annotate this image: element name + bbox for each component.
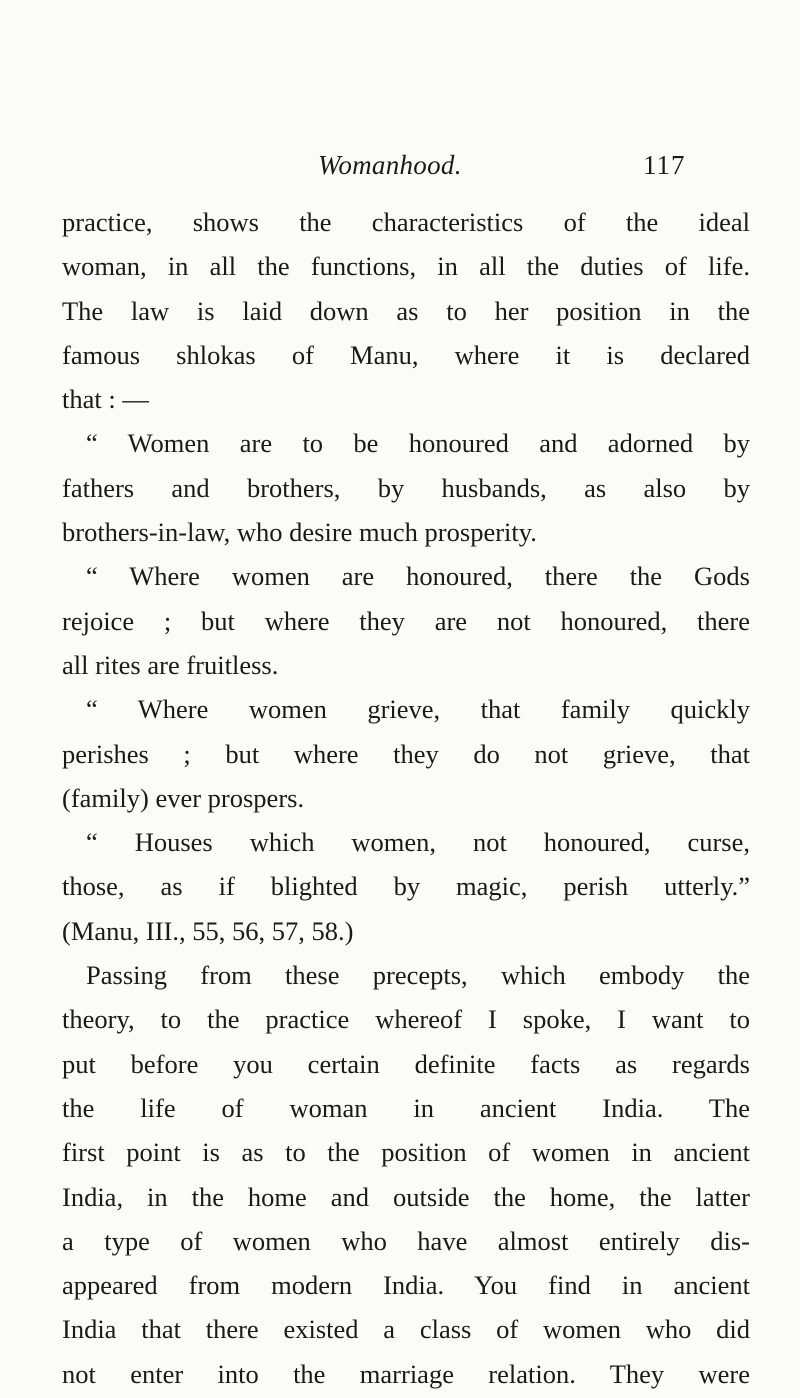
- text-line: India, in the home and outside the home, the latter: [62, 1181, 750, 1212]
- text-line: India that there existed a class of women who did: [62, 1314, 750, 1345]
- text-line: theory, to the practice whereof I spoke, I want to: [62, 1004, 750, 1035]
- text-line: fathers and brothers, by husbands, as also by: [62, 472, 750, 503]
- text-line: put before you certain definite facts as regards: [62, 1048, 750, 1079]
- text-line: the life of woman in ancient India. The: [62, 1092, 750, 1123]
- running-title: Womanhood.: [318, 150, 462, 180]
- text-line: “ Houses which women, not honoured, curse,: [86, 827, 750, 858]
- text-line: famous shlokas of Manu, where it is declared: [62, 339, 750, 370]
- text-line: The law is laid down as to her position in the: [62, 295, 750, 326]
- text-line: brothers-in-law, who desire much prosperity.: [62, 517, 537, 548]
- text-line: (family) ever prospers.: [62, 782, 305, 813]
- text-line: Passing from these precepts, which embody the: [86, 960, 750, 991]
- text-line: “ Women are to be honoured and adorned by: [86, 428, 750, 459]
- text-line: “ Where women grieve, that family quickly: [86, 694, 750, 725]
- text-line: those, as if blighted by magic, perish utterly.”: [62, 871, 750, 902]
- text-line: appeared from modern India. You find in ancient: [62, 1270, 750, 1301]
- text-line: perishes ; but where they do not grieve, that: [62, 738, 750, 769]
- text-line: practice, shows the characteristics of the ideal: [62, 207, 750, 237]
- text-line: “ Where women are honoured, there the Gods: [86, 561, 750, 592]
- body-text: [62, 200, 750, 1396]
- text-line: (Manu, III., 55, 56, 57, 58.): [62, 915, 354, 946]
- text-line: a type of women who have almost entirely dis-: [62, 1225, 750, 1256]
- page-number: 117: [643, 150, 686, 180]
- text-line: that : —: [62, 384, 149, 415]
- text-line: rejoice ; but where they are not honoured, there: [62, 605, 750, 636]
- text-line: first point is as to the position of women in ancient: [62, 1137, 750, 1168]
- text-line: woman, in all the functions, in all the duties of life.: [62, 251, 750, 282]
- running-head: [0, 150, 800, 190]
- text-line: not enter into the marriage relation. They were: [62, 1358, 750, 1389]
- text-line: all rites are fruitless.: [62, 649, 279, 680]
